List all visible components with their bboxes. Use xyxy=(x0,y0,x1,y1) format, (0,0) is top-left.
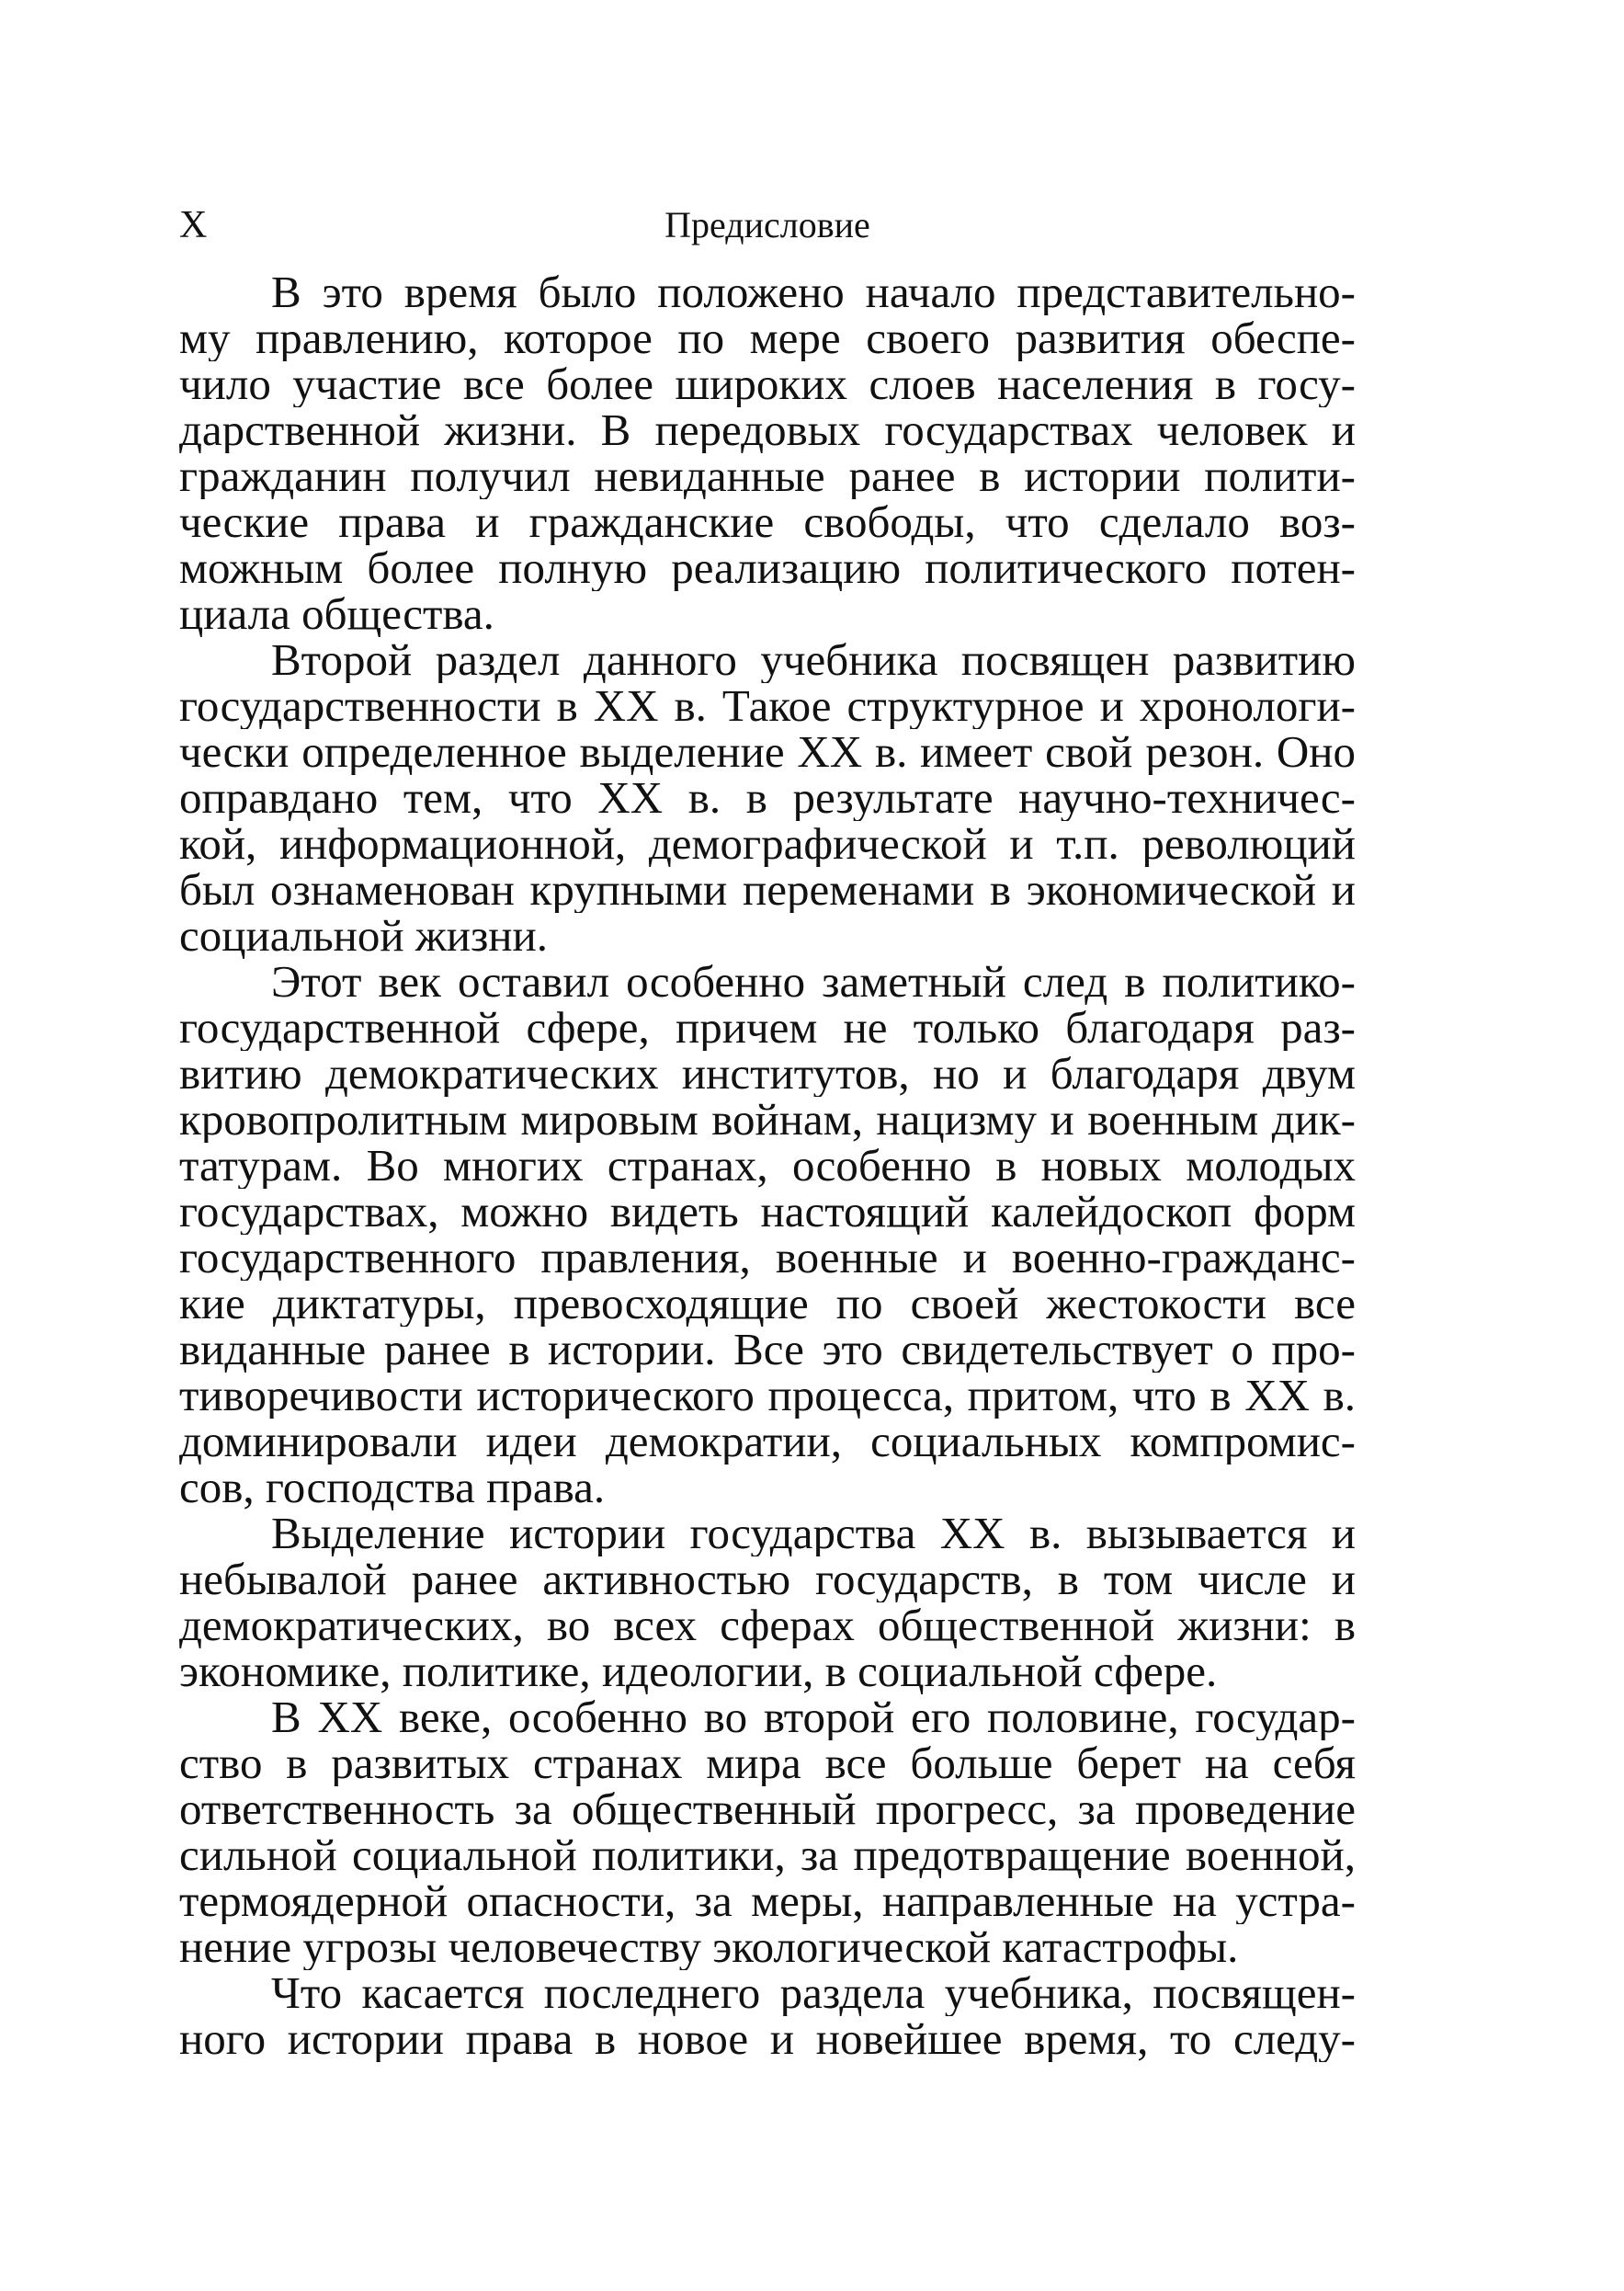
text-line: В это время было положено начало представительно- xyxy=(271,269,1356,315)
text-line: социальной жизни. xyxy=(179,913,548,959)
text-line: можным более полную реализацию политического потен- xyxy=(179,545,1356,591)
text-line: татурам. Во многих странах, особенно в новых молодых xyxy=(179,1143,1356,1189)
text-line: чески определенное выделение XX в. имеет свой резон. Оно xyxy=(179,729,1356,775)
paragraph-6 xyxy=(179,1970,1356,2062)
text-line: чило участие все более широких слоев населения в госу- xyxy=(179,361,1356,407)
paragraph-3 xyxy=(179,959,1356,1510)
text-line: Что касается последнего раздела учебника, посвящен- xyxy=(271,1970,1356,2016)
text-line: витию демократических институтов, но и благодаря двум xyxy=(179,1051,1356,1097)
text-line: гражданин получил невиданные ранее в истории полити- xyxy=(179,453,1356,499)
header-title: Предисловие xyxy=(664,204,870,245)
text-line: дарственной жизни. В передовых государствах человек и xyxy=(179,407,1356,453)
text-line: ство в развитых странах мира все больше берет на себя xyxy=(179,1740,1356,1786)
text-line: тиворечивости исторического процесса, притом, что в XX в. xyxy=(179,1373,1356,1419)
text-line: виданные ранее в истории. Все это свидетельствует о про- xyxy=(179,1327,1356,1373)
text-line: небывалой ранее активностью государств, в том числе и xyxy=(179,1556,1356,1602)
body-text xyxy=(179,269,1356,2062)
text-line: Второй раздел данного учебника посвящен развитию xyxy=(271,637,1356,683)
text-line: термоядерной опасности, за меры, направленные на устра- xyxy=(179,1878,1356,1924)
text-line: экономике, политике, идеологии, в социальной сфере. xyxy=(179,1648,1218,1694)
text-line: нение угрозы человечеству экологической катастрофы. xyxy=(179,1924,1239,1970)
text-line: сов, господства права. xyxy=(179,1465,606,1510)
text-line: государственности в XX в. Такое структурное и хронологи- xyxy=(179,683,1356,729)
text-line: циала общества. xyxy=(179,591,494,637)
text-line: кой, информационной, демографической и т.п. революций xyxy=(179,821,1356,867)
paragraph-2 xyxy=(179,637,1356,959)
text-line: доминировали идеи демократии, социальных компромис- xyxy=(179,1419,1356,1465)
paragraph-5 xyxy=(179,1694,1356,1970)
text-line: В XX веке, особенно во второй его половине, государ- xyxy=(271,1694,1356,1740)
text-line: ответственность за общественный прогресс, за проведение xyxy=(179,1786,1356,1832)
text-line: государствах, можно видеть настоящий калейдоскоп форм xyxy=(179,1189,1356,1235)
text-line: оправдано тем, что XX в. в результате научно-техничес- xyxy=(179,775,1356,821)
page-number: X xyxy=(179,204,208,246)
running-header xyxy=(179,198,1356,253)
text-line: был ознаменован крупными переменами в экономической и xyxy=(179,867,1356,913)
text-line: государственной сфере, причем не только благодаря раз- xyxy=(179,1005,1356,1051)
text-line: кровопролитным мировым войнам, нацизму и военным дик- xyxy=(179,1097,1356,1143)
book-page xyxy=(179,198,1356,2062)
text-line: ческие права и гражданские свободы, что сделало воз- xyxy=(179,499,1356,545)
text-line: Этот век оставил особенно заметный след в политико- xyxy=(271,959,1356,1005)
text-line: демократических, во всех сферах общественной жизни: в xyxy=(179,1602,1356,1648)
text-line: Выделение истории государства XX в. вызывается и xyxy=(271,1510,1356,1556)
text-line: му правлению, которое по мере своего развития обеспе- xyxy=(179,315,1356,361)
paragraph-1 xyxy=(179,269,1356,637)
paragraph-4 xyxy=(179,1510,1356,1694)
text-line: государственного правления, военные и военно-гражданс- xyxy=(179,1235,1356,1281)
text-line: ного истории права в новое и новейшее время, то следу- xyxy=(179,2016,1356,2062)
text-line: сильной социальной политики, за предотвращение военной, xyxy=(179,1832,1356,1878)
text-line: кие диктатуры, превосходящие по своей жестокости все xyxy=(179,1281,1356,1327)
